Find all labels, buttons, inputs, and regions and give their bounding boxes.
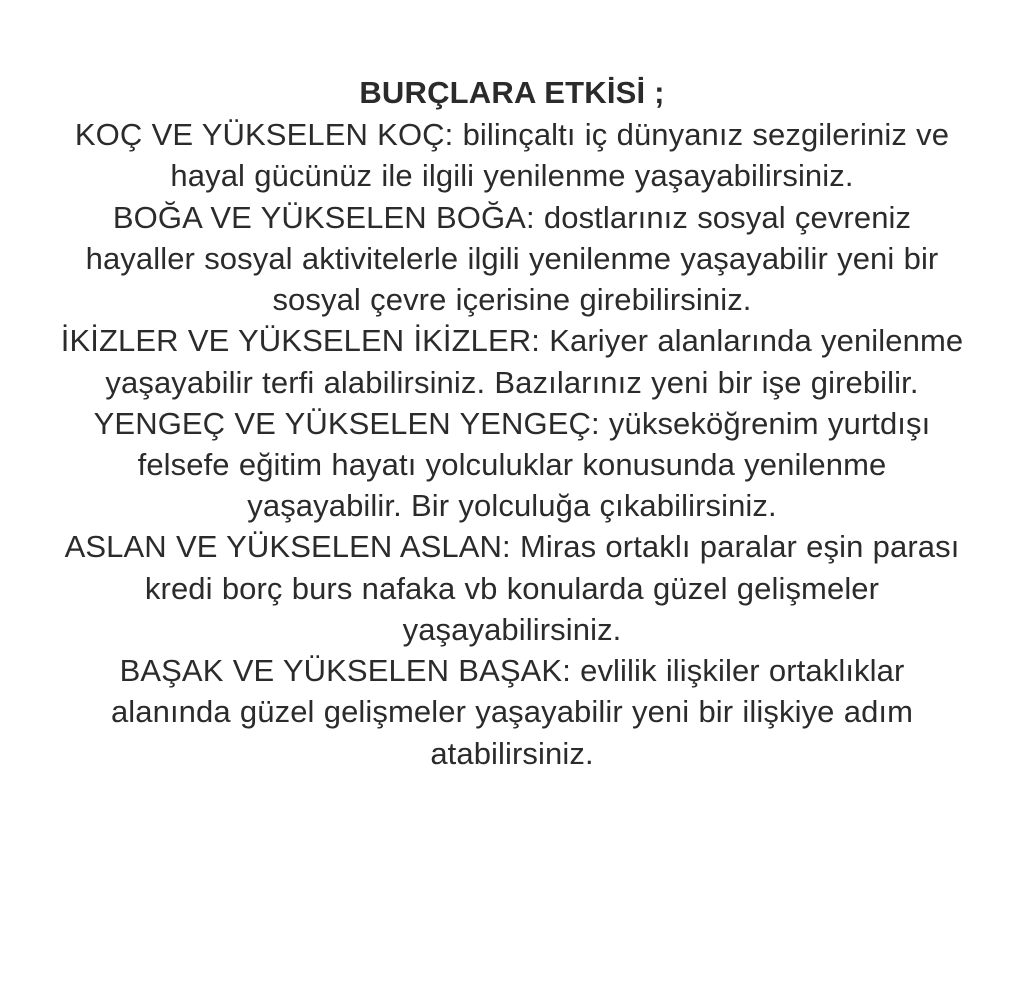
horoscope-paragraph-ikizler [58, 320, 966, 402]
horoscope-paragraph-yengec [58, 403, 966, 527]
sign-label-boga: BOĞA VE YÜKSELEN BOĞA: [112, 199, 535, 235]
horoscope-paragraph-boga [58, 197, 966, 321]
sign-label-basak: BAŞAK VE YÜKSELEN BAŞAK: [119, 653, 571, 689]
sign-text-yengec: yükseköğrenim yurtdışı felsefe eğitim hayatı yolculuklar konusunda yenilenme yaşayabilir. Bir yolculuğa çıkabilirsiniz. [137, 405, 931, 524]
sign-label-ikizler: İKİZLER VE YÜKSELEN İKİZLER: [60, 323, 540, 359]
sign-label-yengec: YENGEÇ VE YÜKSELEN YENGEÇ: [93, 405, 600, 441]
page-title: BURÇLARA ETKİSİ ; [359, 75, 665, 110]
sign-text-koc: bilinçaltı iç dünyanız sezgileriniz ve hayal gücünüz ile ilgili yenilenme yaşayabilirsiniz. [170, 117, 950, 194]
sign-text-boga: dostlarınız sosyal çevreniz hayaller sosyal aktivitelerle ilgili yenilenme yaşayabilir yeni bir sosyal çevre içerisine girebilirsiniz. [85, 199, 939, 318]
sign-text-ikizler: Kariyer alanlarında yenilenme yaşayabilir terfi alabilirsiniz. Bazılarınız yeni bir işe girebilir. [105, 323, 964, 400]
sign-label-aslan: ASLAN VE YÜKSELEN ASLAN: [64, 529, 511, 565]
horoscope-paragraph-aslan [58, 526, 966, 650]
horoscope-paragraph-basak [58, 650, 966, 774]
sign-text-aslan: Miras ortaklı paralar eşin parası kredi borç burs nafaka vb konularda güzel gelişmeler yaşayabilirsiniz. [144, 529, 960, 647]
sign-label-koc: KOÇ VE YÜKSELEN KOÇ: [74, 117, 454, 153]
horoscope-paragraph-koc [58, 114, 966, 196]
sign-text-basak: evlilik ilişkiler ortaklıklar alanında güzel gelişmeler yaşayabilir yeni bir ilişkiye adım atabilirsiniz. [110, 653, 914, 771]
